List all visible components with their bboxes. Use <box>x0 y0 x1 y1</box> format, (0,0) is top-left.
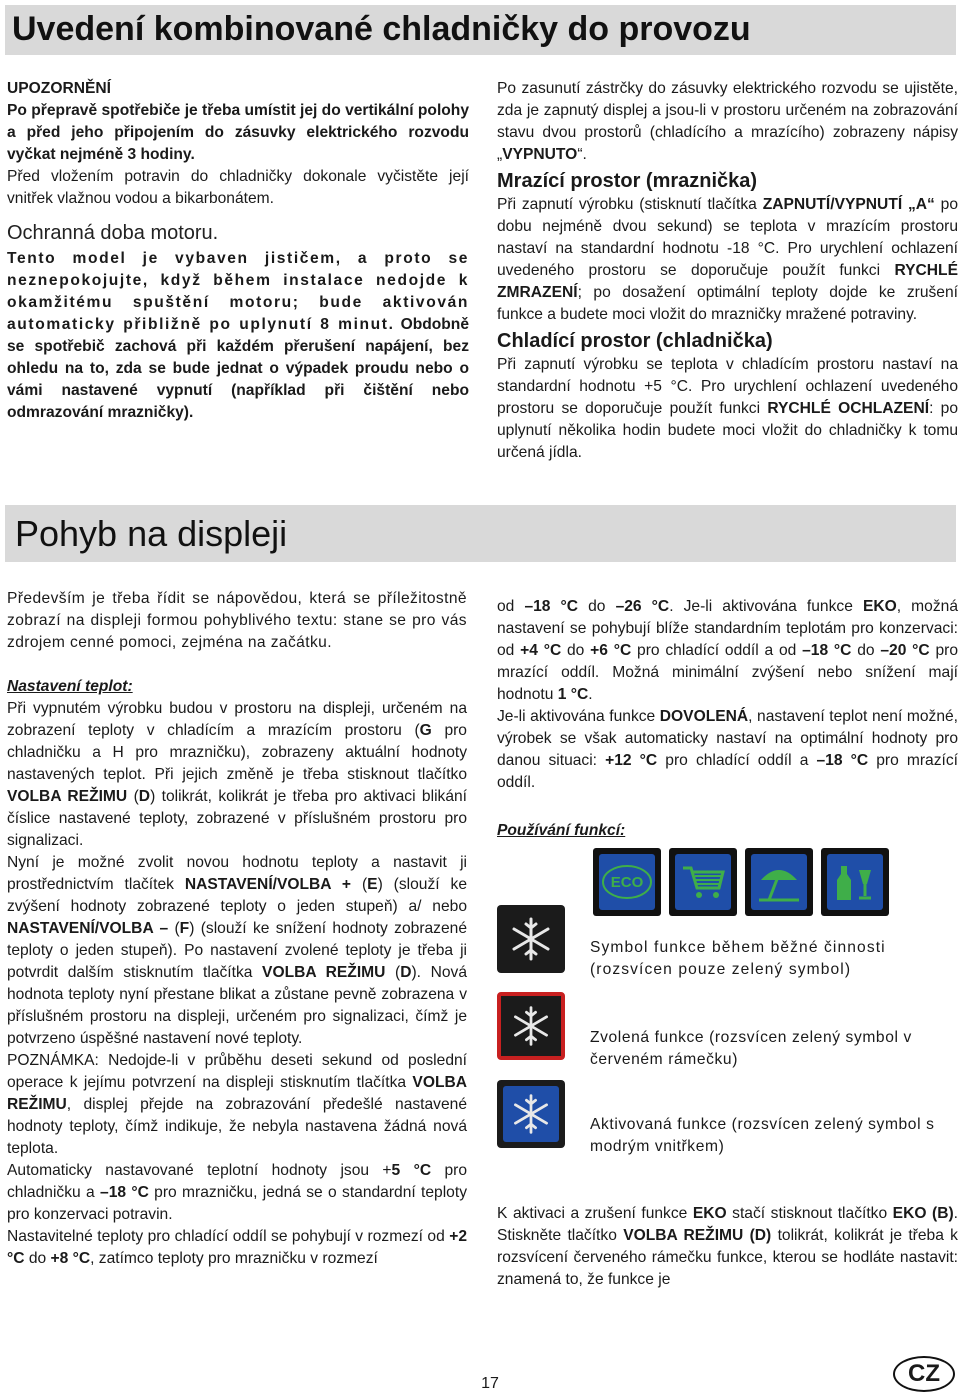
rb-text-g: do <box>851 642 881 659</box>
snowflake-blue-icon <box>497 1080 565 1148</box>
p1-text-c: ( <box>127 788 139 805</box>
eko-name: EKO <box>692 1205 727 1222</box>
rb-value-7: 1 °C <box>557 686 589 703</box>
intro-text: Po zasunutí zástrčky do zásuvky elektrického rozvodu se ujistěte, zda je zapnutý displej a jsou-li v prostoru určeném na zobrazování stavu dvou prostorů (chladícího a mrazícího) zobrazeny nápisy „ <box>497 80 958 163</box>
freezer-function-name: RYCHLÉ ZMRAZENÍ <box>497 262 958 301</box>
display-title: Pohyb na displeji <box>15 513 288 554</box>
fridge-text-1: Při zapnutí výrobku se teplota v chladícím prostoru nastaví na standardní hodnotu +5 °C. Pro urychlení ochlazení uvedeného prostoru se doporučuje použít funkci <box>497 356 958 417</box>
p1-letter-d: D <box>138 788 151 805</box>
fridge-heading: Chladící prostor (chladnička) <box>497 330 773 352</box>
eko-text-a: K aktivaci a zrušení funkce <box>497 1205 693 1222</box>
p2-text-h: ( <box>385 964 401 981</box>
snowflake-graphic <box>507 915 555 963</box>
rb-value-6: –20 °C <box>880 642 930 659</box>
p2-text-a: Nyní je možné zvolit novou hodnotu teploty a nastavit ji prostřednictvím tlačítek <box>7 854 467 893</box>
p4-value-2: –18 °C <box>100 1184 149 1201</box>
p5-value-2: +8 °C <box>50 1250 91 1267</box>
motor-paragraph <box>7 248 469 424</box>
beach-umbrella-icon <box>745 848 813 916</box>
p5-text-c: , zatímco teploty pro mrazničku v rozmezí <box>90 1250 378 1267</box>
snowflake-red-frame-icon <box>497 992 565 1060</box>
snowflake-graphic <box>509 1004 553 1048</box>
eko-text-d: tolikrát, kolikrát je třeba k rozsvícení červeného rámečku funkce, kterou se hodláte nastavit: znamená to, že funkce je <box>497 1227 958 1288</box>
title-banner <box>5 5 956 55</box>
rb-text-a: od <box>497 598 525 615</box>
desc-active: Aktivovaná funkce (rozsvícen zelený symbol s modrým vnitřkem) <box>590 1116 935 1155</box>
rb-value-5: –18 °C <box>802 642 852 659</box>
hol-value-2: –18 °C <box>816 752 869 769</box>
rb-text-f: pro chladící oddíl a od <box>631 642 803 659</box>
rb-text-b: do <box>578 598 616 615</box>
left-bottom-column <box>7 588 467 1270</box>
warning-text: Po přepravě spotřebiče je třeba umístit jej do vertikální polohy a před jeho připojením do zásuvky elektrického rozvodu vyčkat nejméně 3 hodiny. <box>7 102 469 163</box>
p1-text-e: ) tolikrát, kolikrát je třeba pro aktivaci blikání číslice nastavené teploty, zobrazené v příslušném prostoru pro signalizaci. <box>7 788 468 849</box>
hol-text-b: , nastavení teplot není možné, výrobek se však automaticky nastaví na optimální hodnoty pro danou situaci: <box>497 708 958 769</box>
display-intro: Především je třeba řídit se nápovědou, která se příležitostně zobrazí na displeji formou pohyblivého textu: stane se pro vás zdrojem cenné pomoci, zejména na začátku. <box>7 590 467 651</box>
p2-text-g: ) (slouží ke snížení hodnoty zobrazené teploty o jeden stupeň). Po nastavení zvolené teploty je třeba ji potvrdit dalším stisknutím tlačítka <box>7 920 467 981</box>
freezer-paragraph <box>497 194 958 326</box>
bottle-icon-inner <box>827 854 883 910</box>
hol-text-a: Je-li aktivována funkce <box>497 708 660 725</box>
motor-text-1: Tento model je vybaven jističem, a proto se neznepokojujte, když během instalace nedojde k okamžitému spuštění motoru; bude aktivován automaticky přibližně po uplynutí 8 minut. <box>7 250 469 333</box>
active-state-icon <box>497 1080 565 1148</box>
display-banner <box>5 505 956 562</box>
fridge-function-name: RYCHLÉ OCHLAZENÍ <box>767 400 930 417</box>
rb-value-3: +4 °C <box>520 642 562 659</box>
freezer-button-name: ZAPNUTÍ/VYPNUTÍ „A“ <box>762 196 935 213</box>
eko-text <box>497 1203 958 1291</box>
rb-text-d: , možná nastavení se pohybují blíže standardním teplotám pro konzervaci: od <box>497 598 958 659</box>
p4-value-1: 5 °C <box>391 1162 432 1179</box>
p4-text-b: pro chladničku a <box>7 1162 467 1201</box>
intro-end: “. <box>577 146 587 163</box>
p2-letter-e: E <box>367 876 378 893</box>
p3-text-a: POZNÁMKA: Nedojde-li v průběhu deseti sekund od poslední operace k jejímu potvrzení na displeji stisknutím tlačítka <box>7 1052 467 1091</box>
p3-button-name: VOLBA REŽIMU <box>7 1074 467 1113</box>
freezer-heading: Mrazící prostor (mraznička) <box>497 170 758 192</box>
temp-paragraph-1 <box>7 698 467 852</box>
p4-text-c: pro mrazničku, jedná se o standardní teploty pro konzervaci potravin. <box>7 1184 467 1223</box>
p5-value-1: +2 °C <box>7 1228 467 1267</box>
freezer-text-2: po dobu nejméně dvou sekund) se teplota v mrazícím prostoru nastaví na standardní hodnotu -18 °C. Pro urychlení ochlazení uvedeného prostoru se doporučuje použít funkci <box>497 196 959 279</box>
p2-text-d: ( <box>168 920 180 937</box>
p3-text-b: , displej přejde na zobrazování předešlé nastavené hodnoty teploty, čímž indikuje, že nebyla nastavena žádná nová teplota. <box>7 1096 467 1157</box>
p2-text-b: ( <box>351 876 368 893</box>
temp-heading: Nastavení teplot: <box>7 678 133 695</box>
page-number: 17 <box>481 1375 499 1392</box>
p4-text-a: Automaticky nastavované teplotní hodnoty jsou + <box>7 1162 392 1179</box>
desc-selected: Zvolená funkce (rozsvícen zelený symbol v červeném rámečku) <box>590 1029 912 1068</box>
cart-icon-inner <box>675 854 731 910</box>
p2-letter-d: D <box>400 964 412 981</box>
freezer-text-1: Při zapnutí výrobku (stisknutí tlačítka <box>497 196 763 213</box>
eco-icon-inner <box>599 854 655 910</box>
left-top-column <box>7 78 469 424</box>
p2-text-j: ). Nová hodnota teploty nyní přestane blikat a zůstane pevně zobrazena v příslušném prostoru na displeji, určeném pro signalizaci, čímž je potvrzeno úspěšné nastavení nové teploty. <box>7 964 468 1047</box>
p5-text-b: do <box>24 1250 51 1267</box>
rb-eko: EKO <box>862 598 897 615</box>
rb-text-c: . Je-li aktivována funkce <box>669 598 863 615</box>
motor-text-2: Obdobně se spotřebič zachová při každém přerušení napájení, bez ohledu na to, zda se bude jednat o výpadek proudu nebo o vámi nastavené vypnutí (například při čištění nebo odmrazování mrazničky). <box>7 316 469 421</box>
rb-value-4: +6 °C <box>590 642 632 659</box>
hol-text-c: pro chladící oddíl a <box>657 752 817 769</box>
beach-icon-inner <box>751 854 807 910</box>
intro-paragraph <box>497 78 958 166</box>
bottle-icon <box>821 848 889 916</box>
fridge-paragraph <box>497 354 958 464</box>
p1-button-name: VOLBA REŽIMU <box>7 788 128 805</box>
bottle-graphic <box>831 860 879 904</box>
eko-button: EKO (B) <box>892 1205 954 1222</box>
snowflake-icon <box>497 905 565 973</box>
cart-icon <box>669 848 737 916</box>
rb-text-h: pro mrazící oddíl. Možná minimální zvýšení nebo snížení mají hodnotu <box>497 642 959 703</box>
holiday-paragraph <box>497 706 958 794</box>
eko-text-c: . Stiskněte tlačítko <box>497 1205 958 1244</box>
p2-letter-f: F <box>179 920 190 937</box>
temp-paragraph-2 <box>7 852 467 1050</box>
functions-heading: Používání funkcí: <box>497 822 626 839</box>
right-bottom-column <box>497 596 958 842</box>
umbrella-graphic <box>755 860 803 904</box>
range-continued <box>497 596 958 706</box>
snowflake-blue-inner <box>503 1086 559 1142</box>
p2-button-mode: VOLBA REŽIMU <box>262 964 386 981</box>
selected-state-icon <box>497 992 565 1060</box>
clean-text: Před vložením potravin do chladničky dokonale vyčistěte její vnitřek vlažnou vodou a bikarbonátem. <box>7 168 469 207</box>
p1-text-a: Při vypnutém výrobku budou v prostoru na displeji, určeném na zobrazení teploty v chladícím a mrazícím prostoru ( <box>7 700 467 739</box>
p2-text-c: ) (slouží ke zvýšení hodnoty zobrazené teploty o jeden stupeň) a/ nebo <box>7 876 468 915</box>
eco-label: ECO <box>610 873 644 891</box>
p1-letter-g: G <box>419 722 432 739</box>
eko-mode-button: VOLBA REŽIMU (D) <box>623 1227 772 1244</box>
normal-state-icon <box>497 905 565 973</box>
motor-heading: Ochranná doba motoru. <box>7 222 219 244</box>
fridge-text-2: : po uplynutí několika hodin budete moci vložit do chladničky k tomu určená jídla. <box>497 400 958 461</box>
note-paragraph <box>7 1050 467 1160</box>
language-badge: CZ <box>893 1356 955 1392</box>
freezer-text-3: ; po dosažení optimální teploty dojde ke zrušení funkce a budete moci vložit do mrazničky mražené potraviny. <box>497 284 958 323</box>
p5-text-a: Nastavitelné teploty pro chladící oddíl se pohybují v rozmezí od <box>7 1228 450 1245</box>
p1-text-b: pro chladničku a H pro mrazničku), zobrazeny aktuální hodnoty nastavených teplot. Při jejich změně je třeba stisknout tlačítko <box>7 722 467 783</box>
intro-off-label: VYPNUTO <box>502 146 578 163</box>
warning-title: UPOZORNĚNÍ <box>7 80 111 97</box>
rb-value-2: –26 °C <box>615 598 670 615</box>
eko-paragraph <box>497 1203 958 1291</box>
right-top-column <box>497 78 958 464</box>
function-icons-row <box>593 848 889 916</box>
eco-icon <box>593 848 661 916</box>
rb-value-1: –18 °C <box>524 598 579 615</box>
hol-function: DOVOLENÁ <box>659 708 749 725</box>
hol-value-1: +12 °C <box>605 752 658 769</box>
rb-text-i: . <box>588 686 593 703</box>
p2-button-plus: NASTAVENÍ/VOLBA + <box>184 876 352 893</box>
range-paragraph <box>7 1226 467 1270</box>
eko-text-b: stačí stisknout tlačítko <box>726 1205 893 1222</box>
page-title: Uvedení kombinované chladničky do provozu <box>12 10 751 48</box>
cart-graphic <box>679 862 727 902</box>
desc-normal: Symbol funkce během běžné činnosti (rozsvícen pouze zelený symbol) <box>590 939 886 978</box>
hol-text-d: pro mrazící oddíl. <box>497 752 958 791</box>
rb-text-e: do <box>561 642 591 659</box>
snowflake-graphic <box>509 1092 553 1136</box>
auto-temp-paragraph <box>7 1160 467 1226</box>
p2-button-minus: NASTAVENÍ/VOLBA – <box>7 920 169 937</box>
